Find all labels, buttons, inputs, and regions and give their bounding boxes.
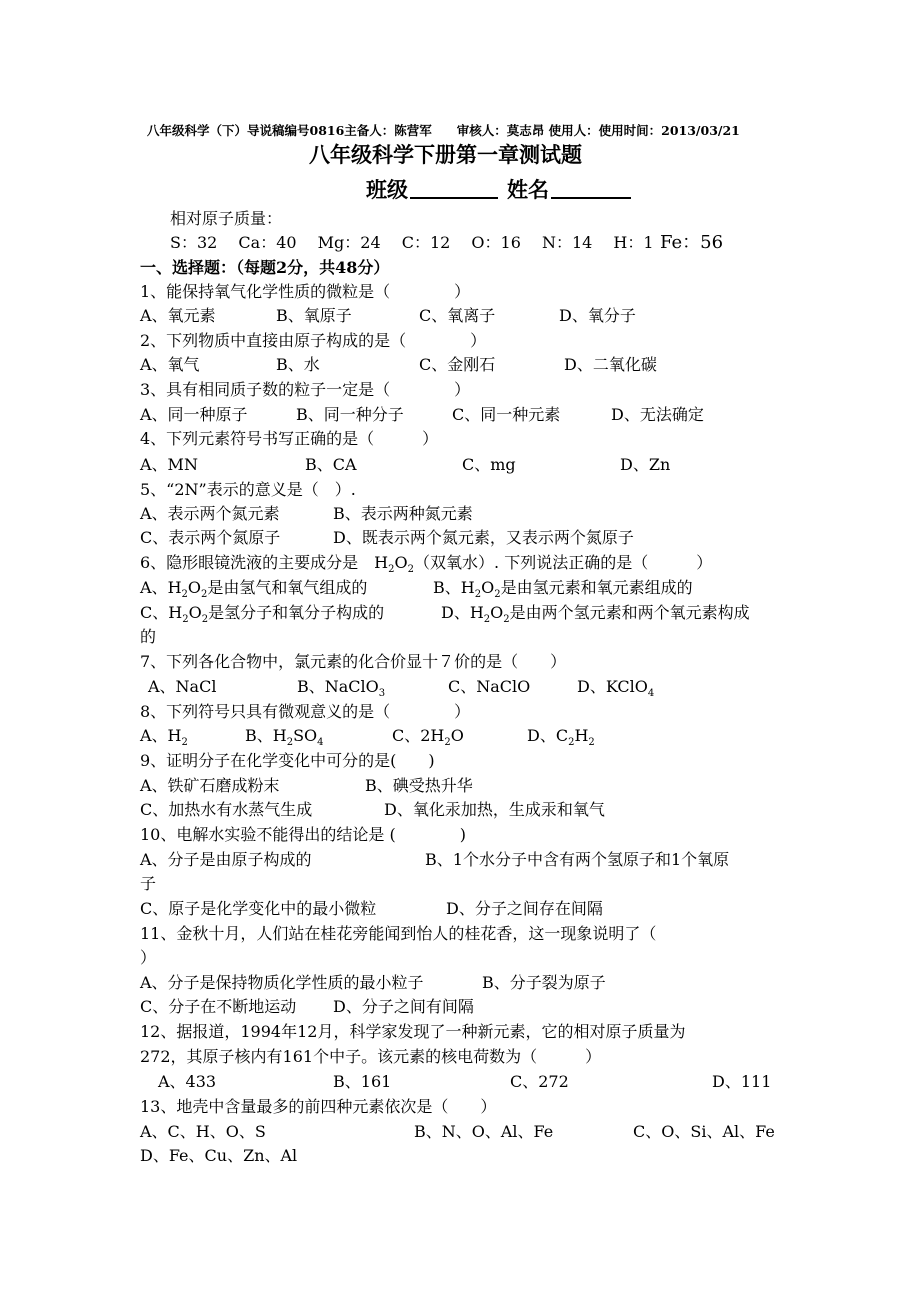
option-a[interactable]: A、NaCl — [148, 677, 217, 696]
option-b[interactable]: B、1个水分子中含有两个氢原子和1个氧原 — [425, 850, 730, 869]
option-c[interactable]: C、O、Si、Al、Fe — [633, 1122, 775, 1141]
question-stem: 9、证明分子在化学变化中可分的是( ) — [140, 751, 435, 770]
option-b[interactable]: B、NaClO$_3$ — [297, 677, 386, 700]
question-stem: 3、具有相同质子数的粒子一定是（ ） — [140, 380, 471, 399]
option-a[interactable]: A、分子是保持物质化学性质的最小粒子 — [140, 973, 424, 992]
option-d[interactable]: D、分子之间有间隔 — [333, 997, 474, 1016]
option-c[interactable]: C、金刚石 — [419, 355, 496, 374]
question-stem: 1、能保持氧气化学性质的微粒是（ ） — [140, 282, 471, 301]
option-d-continuation: 的 — [140, 627, 157, 646]
option-a[interactable]: A、MN — [140, 455, 198, 474]
option-c[interactable]: C、mg — [462, 455, 516, 474]
option-b[interactable]: B、CA — [305, 455, 357, 474]
option-a[interactable]: A、表示两个氮元素 — [140, 504, 280, 523]
option-d[interactable]: D、无法确定 — [611, 405, 704, 424]
option-c[interactable]: C、$H_2O_2$是氢分子和氧分子构成的 — [140, 603, 385, 626]
question-stem: 11、金秋十月，人们站在桂花旁能闻到怡人的桂花香，这一现象说明了（ — [140, 924, 657, 943]
document-header: 八年级科学（下）导说稿编号0816主备人：陈营军 审核人：莫志昂 使用人：使用时间：2013/03/21 — [147, 123, 740, 138]
option-c[interactable]: C、272 — [510, 1072, 569, 1091]
question-stem-continuation: ） — [140, 948, 157, 967]
option-c[interactable]: C、同一种元素 — [452, 405, 561, 424]
atomic-mass-values: S：32 Ca：40 Mg：24 C：12 O：16 N：14 H：1 — [170, 233, 654, 252]
option-d[interactable]: D、$C_2H_2$ — [527, 726, 595, 749]
atomic-mass-label: 相对原子质量： — [170, 209, 283, 228]
option-d[interactable]: D、Zn — [620, 455, 671, 474]
class-label: 班级 — [366, 177, 408, 203]
name-label: 姓名 — [507, 177, 549, 203]
option-b[interactable]: B、$H_2SO_4$ — [245, 726, 324, 749]
option-c[interactable]: C、加热水有水蒸气生成 — [140, 800, 313, 819]
option-b[interactable]: B、碘受热升华 — [365, 776, 473, 795]
option-a[interactable]: A、$H_2O_2$是由氢气和氧气组成的 — [140, 578, 368, 601]
option-d[interactable]: D、$H_2O_2$是由两个氢元素和两个氧元素构成 — [441, 603, 750, 626]
option-b[interactable]: B、分子裂为原子 — [482, 973, 606, 992]
option-a[interactable]: A、氧气 — [140, 355, 200, 374]
question-stem: 5、“2N”表示的意义是（ ）. — [140, 480, 356, 499]
page-title: 八年级科学下册第一章测试题 — [309, 142, 582, 167]
option-a[interactable]: A、分子是由原子构成的 — [140, 850, 312, 869]
option-b[interactable]: B、氧原子 — [276, 306, 352, 325]
option-d[interactable]: D、既表示两个氮元素，又表示两个氮原子 — [333, 528, 634, 547]
option-d[interactable]: D、二氧化碳 — [564, 355, 657, 374]
option-b[interactable]: B、$H_2O_2$是由氢元素和氧元素组成的 — [433, 578, 693, 601]
question-stem: 7、下列各化合物中，氯元素的化合价显十７价的是（ ） — [140, 652, 567, 671]
option-c[interactable]: C、原子是化学变化中的最小微粒 — [140, 899, 377, 918]
question-stem: 13、地壳中含量最多的前四种元素依次是（ ） — [140, 1097, 497, 1116]
option-c[interactable]: C、$2H_2O$ — [392, 726, 464, 749]
option-a[interactable]: A、铁矿石磨成粉末 — [140, 776, 280, 795]
option-b[interactable]: B、表示两种氮元素 — [333, 504, 473, 523]
option-c[interactable]: C、氧离子 — [419, 306, 496, 325]
option-d[interactable]: D、分子之间存在间隔 — [446, 899, 603, 918]
question-stem: 6、隐形眼镜洗液的主要成分是 $H_2O_2$（双氧水）. 下列说法正确的是（ ） — [140, 553, 713, 576]
option-d[interactable]: D、KClO$_4$ — [577, 677, 655, 700]
atomic-mass-fe: Fe：56 — [660, 232, 724, 253]
option-b[interactable]: B、同一种分子 — [296, 405, 404, 424]
question-stem-continuation: 272，其原子核内有161个中子。该元素的核电荷数为（ ） — [140, 1047, 602, 1066]
option-c[interactable]: C、NaClO — [448, 677, 531, 696]
name-blank[interactable] — [551, 177, 631, 199]
question-stem: 10、电解水实验不能得出的结论是 ( ) — [140, 825, 466, 844]
question-stem: 2、下列物质中直接由原子构成的是（ ） — [140, 331, 487, 350]
option-b[interactable]: B、161 — [333, 1072, 392, 1091]
option-d[interactable]: D、Fe、Cu、Zn、Al — [140, 1146, 298, 1165]
option-d[interactable]: D、氧分子 — [559, 306, 636, 325]
option-b[interactable]: B、N、O、Al、Fe — [414, 1122, 554, 1141]
option-a[interactable]: A、$H_2$ — [140, 726, 188, 749]
option-c[interactable]: C、表示两个氮原子 — [140, 528, 281, 547]
option-d[interactable]: D、111 — [712, 1072, 772, 1091]
option-a[interactable]: A、C、H、O、S — [140, 1122, 266, 1141]
question-stem: 8、下列符号只具有微观意义的是（ ） — [140, 702, 471, 721]
option-b[interactable]: B、水 — [276, 355, 320, 374]
question-stem: 12、据报道，1994年12月，科学家发现了一种新元素，它的相对原子质量为 — [140, 1022, 686, 1041]
class-blank[interactable] — [410, 177, 498, 199]
option-b-continuation: 子 — [140, 874, 157, 893]
option-a[interactable]: A、同一种原子 — [140, 405, 248, 424]
option-a[interactable]: A、氧元素 — [140, 306, 216, 325]
question-stem: 4、下列元素符号书写正确的是（ ） — [140, 429, 439, 448]
option-c[interactable]: C、分子在不断地运动 — [140, 997, 297, 1016]
section-heading: 一、选择题：（每题2分，共48分） — [140, 258, 390, 277]
option-a[interactable]: A、433 — [158, 1072, 217, 1091]
option-d[interactable]: D、氧化汞加热，生成汞和氧气 — [384, 800, 605, 819]
